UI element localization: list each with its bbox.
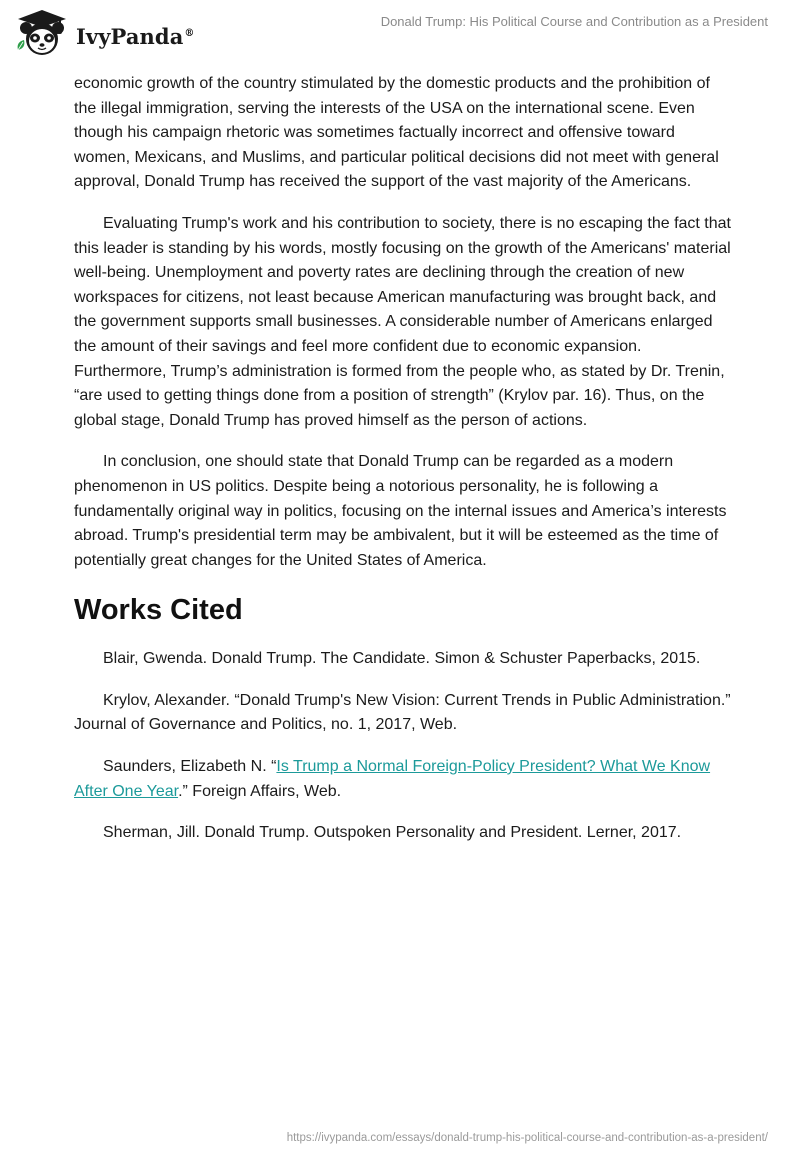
page-header <box>0 0 800 70</box>
document-title: Donald Trump: His Political Course and Contribution as a President <box>380 14 768 29</box>
citation-saunders-source: .” Foreign Affairs, Web. <box>178 782 342 800</box>
citation-krylov: Krylov, Alexander. “Donald Trump's New Vision: Current Trends in Public Administration.” Journal of Governance and Politics, no. 1, 2017, Web. <box>74 691 731 734</box>
panda-icon <box>14 8 70 60</box>
citation-blair: Blair, Gwenda. Donald Trump. The Candidate. Simon & Schuster Paperbacks, 2015. <box>103 650 701 668</box>
citation-saunders <box>74 755 734 804</box>
citation-saunders-author: Saunders, Elizabeth N. “ <box>103 758 277 776</box>
works-cited-heading: Works Cited <box>74 594 243 627</box>
footer-url: https://ivypanda.com/essays/donald-trump-his-political-course-and-contribution-as-a-president/ <box>286 1132 768 1144</box>
logo-text: IvyPanda® <box>76 23 195 49</box>
body-paragraph: economic growth of the country stimulated by the domestic products and the prohibition of the illegal immigration, serving the interests of the USA on the international scene. Even though his campaign rhetoric was sometimes factually incorrect and offensive toward women, Mexicans, and Muslims, and particular political decisions did not meet with general approval, Donald Trump has received the support of the vast majority of the Americans. <box>74 75 719 191</box>
citation-saunders-link[interactable]: Is Trump a Normal Foreign-Policy President? What We Know After One Year <box>74 758 711 800</box>
body-paragraph: In conclusion, one should state that Donald Trump can be regarded as a modern phenomenon in US politics. Despite being a notorious personality, he is following a fundamentally original way in politics, focusing on the internal issues and America’s interests abroad. Trump's presidential term may be ambivalent, but it will be esteemed as the time of potentially great changes for the United States of America. <box>74 453 727 569</box>
essay-content <box>74 72 734 863</box>
ivypanda-logo[interactable] <box>14 8 195 60</box>
citation-sherman: Sherman, Jill. Donald Trump. Outspoken Personality and President. Lerner, 2017. <box>103 824 682 842</box>
body-paragraph: Evaluating Trump's work and his contribution to society, there is no escaping the fact that this leader is standing by his words, mostly focusing on the growth of the Americans' material well-being. Unemployment and poverty rates are declining through the creation of new workspaces for citizens, not least because American manufacturing was brought back, and the government supports small businesses. A considerable number of Americans enlarged the amount of their savings and feel more confident due to economic expansion. Furthermore, Trump’s administration is formed from the people who, as stated by Dr. Trenin, “are used to getting things done from a position of strength” (Krylov par. 16). Thus, on the global stage, Donald Trump has proved himself as the person of actions. <box>74 214 731 429</box>
